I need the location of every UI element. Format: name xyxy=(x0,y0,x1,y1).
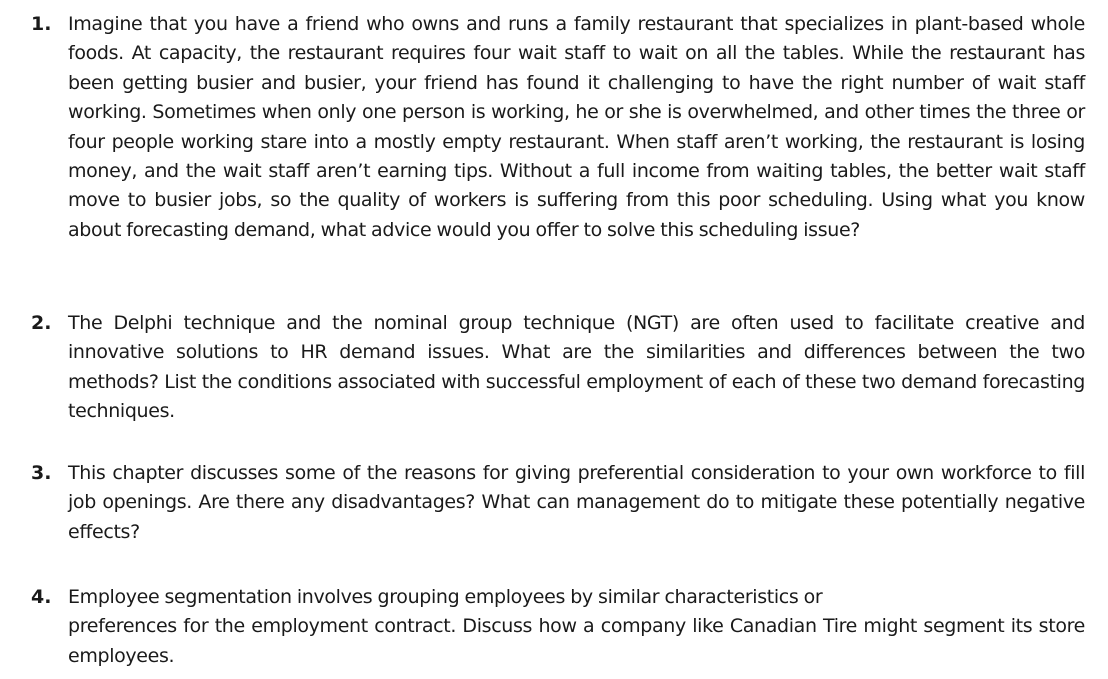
question-text xyxy=(68,583,1085,671)
question-text: Imagine that you have a friend who owns and runs a family restaurant that specializes in plant-based whole foods. At capacity, the restaurant requires four wait staff to wait on all the tables. While the restaurant has been getting busier and busier, your friend has found it challenging to have the right number of wait staff working. Sometimes when only one person is working, he or she is overwhelmed, and other times the three or four people working stare into a mostly empty restaurant. When staff aren’t working, the restaurant is losing money, and the wait staff aren’t earning tips. Without a full income from waiting tables, the better wait staff move to busier jobs, so the quality of workers is suffering from this poor scheduling. Using what you know about forecasting demand, what advice would you offer to solve this scheduling issue? xyxy=(68,13,1085,241)
question-text-continuation: preferences for the employment contract. Discuss how a company like Canadian Tire might segment its store employees. xyxy=(68,615,1085,667)
question-text-line: Employee segmentation involves grouping employees by similar characteristics or xyxy=(68,586,823,608)
question-text: The Delphi technique and the nominal group technique (NGT) are often used to facilitate creative and innovative solutions to HR demand issues. What are the similarities and differences between the two methods? List the conditions associated with successful employment of each of these two demand forecasting techniques. xyxy=(68,312,1085,423)
question-number: 1. xyxy=(31,13,52,35)
question-number: 3. xyxy=(31,462,52,484)
question-text: This chapter discusses some of the reasons for giving preferential consideration to your own workforce to fill job openings. Are there any disadvantages? What can management do to mitigate these potentially negative effects? xyxy=(68,462,1085,543)
question-number: 4. xyxy=(31,586,52,608)
question-number: 2. xyxy=(31,312,52,334)
